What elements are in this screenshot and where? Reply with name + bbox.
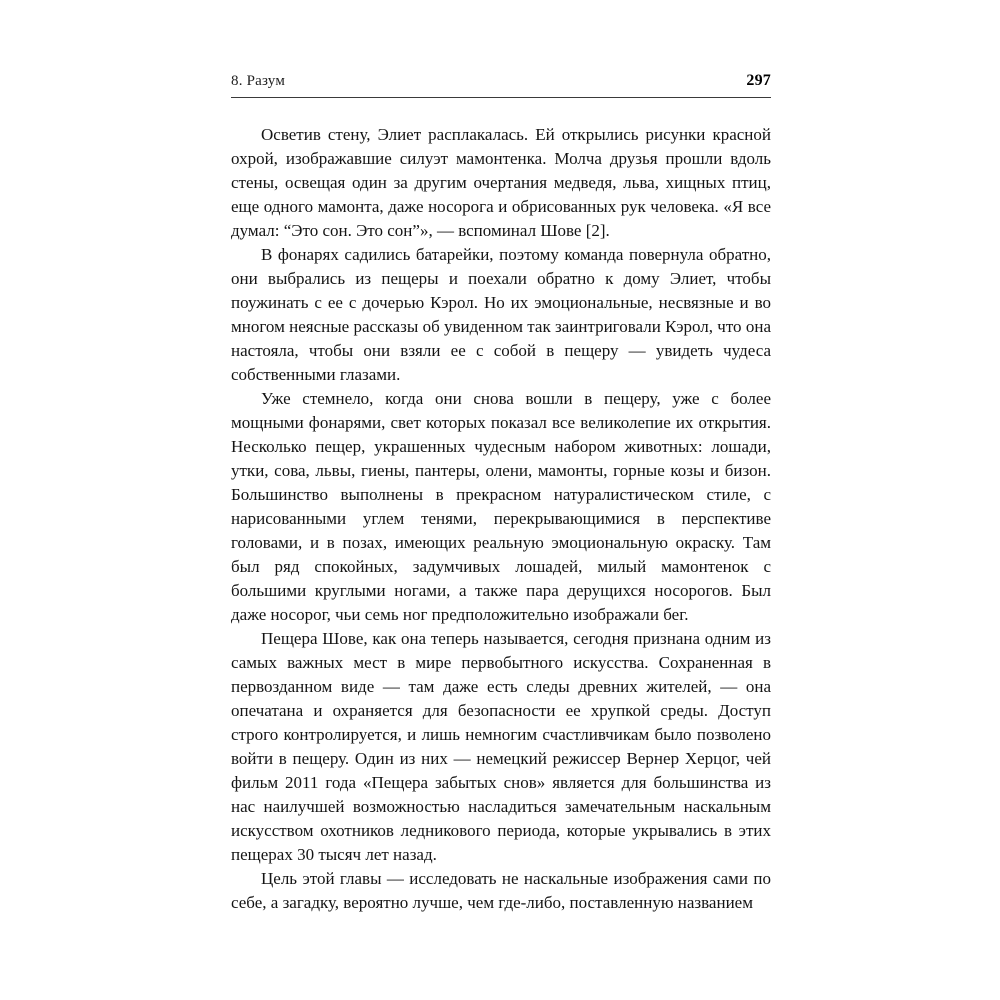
paragraph-2: В фонарях садились батарейки, поэтому команда повернула обратно, они выбрались из пещеры и поехали обратно к дому Элиет, чтобы поужинать с ее с дочерью Кэрол. Но их эмоциональные, несвязные и во многом неясные рассказы об увиденном так заинтриговали Кэрол, что она настояла, чтобы они взяли ее с собой в пещеру — увидеть чудеса собственными глазами. bbox=[231, 245, 771, 384]
paragraph-1: Осветив стену, Элиет расплакалась. Ей открылись рисунки красной охрой, изображавшие силуэт мамонтенка. Молча друзья прошли вдоль стены, освещая один за другим очертания медведя, льва, хищных птиц, еще одного мамонта, даже носорога и обрисованных рук человека. «Я все думал: “Это сон. Это сон”», — вспоминал Шове [2]. bbox=[231, 125, 771, 240]
paragraph-4: Пещера Шове, как она теперь называется, сегодня признана одним из самых важных мест в мире первобытного искусства. Сохраненная в первозданном виде — там даже есть следы древних жителей, — она опечатана и охраняется для безопасности ее хрупкой среды. Доступ строго контролируется, и лишь немногим счастливчикам было позволено войти в пещеру. Один из них — немецкий режиссер Вернер Херцог, чей фильм 2011 года «Пещера забытых снов» является для большинства из нас наилучшей возможностью насладиться замечательным наскальным искусством охотников ледникового периода, которые укрывались в этих пещерах 30 тысяч лет назад. bbox=[231, 629, 771, 864]
paragraph-3: Уже стемнело, когда они снова вошли в пещеру, уже с более мощными фонарями, свет которых показал все великолепие их открытия. Несколько пещер, украшенных чудесным набором животных: лошади, утки, сова, львы, гиены, пантеры, олени, мамонты, горные козы и бизон. Большинство выполнены в прекрасном натуралистическом стиле, с нарисованными углем тенями, перекрывающимися в перспективе головами, и в позах, имеющих реальную эмоциональную окраску. Там был ряд спокойных, задумчивых лошадей, милый мамонтенок с большими круглыми ногами, а также пара дерущихся носорогов. Был даже носорог, чьи семь ног предположительно изображали бег. bbox=[231, 389, 771, 624]
page-number: 297 bbox=[746, 72, 771, 89]
running-head-chapter-title: 8. Разум bbox=[231, 73, 286, 89]
body-text bbox=[231, 123, 771, 915]
text-block bbox=[231, 72, 771, 915]
paragraph-5: Цель этой главы — исследовать не наскальные изображения сами по себе, а загадку, вероятно лучше, чем где-либо, поставленную названием bbox=[231, 869, 771, 912]
running-header bbox=[231, 72, 771, 98]
